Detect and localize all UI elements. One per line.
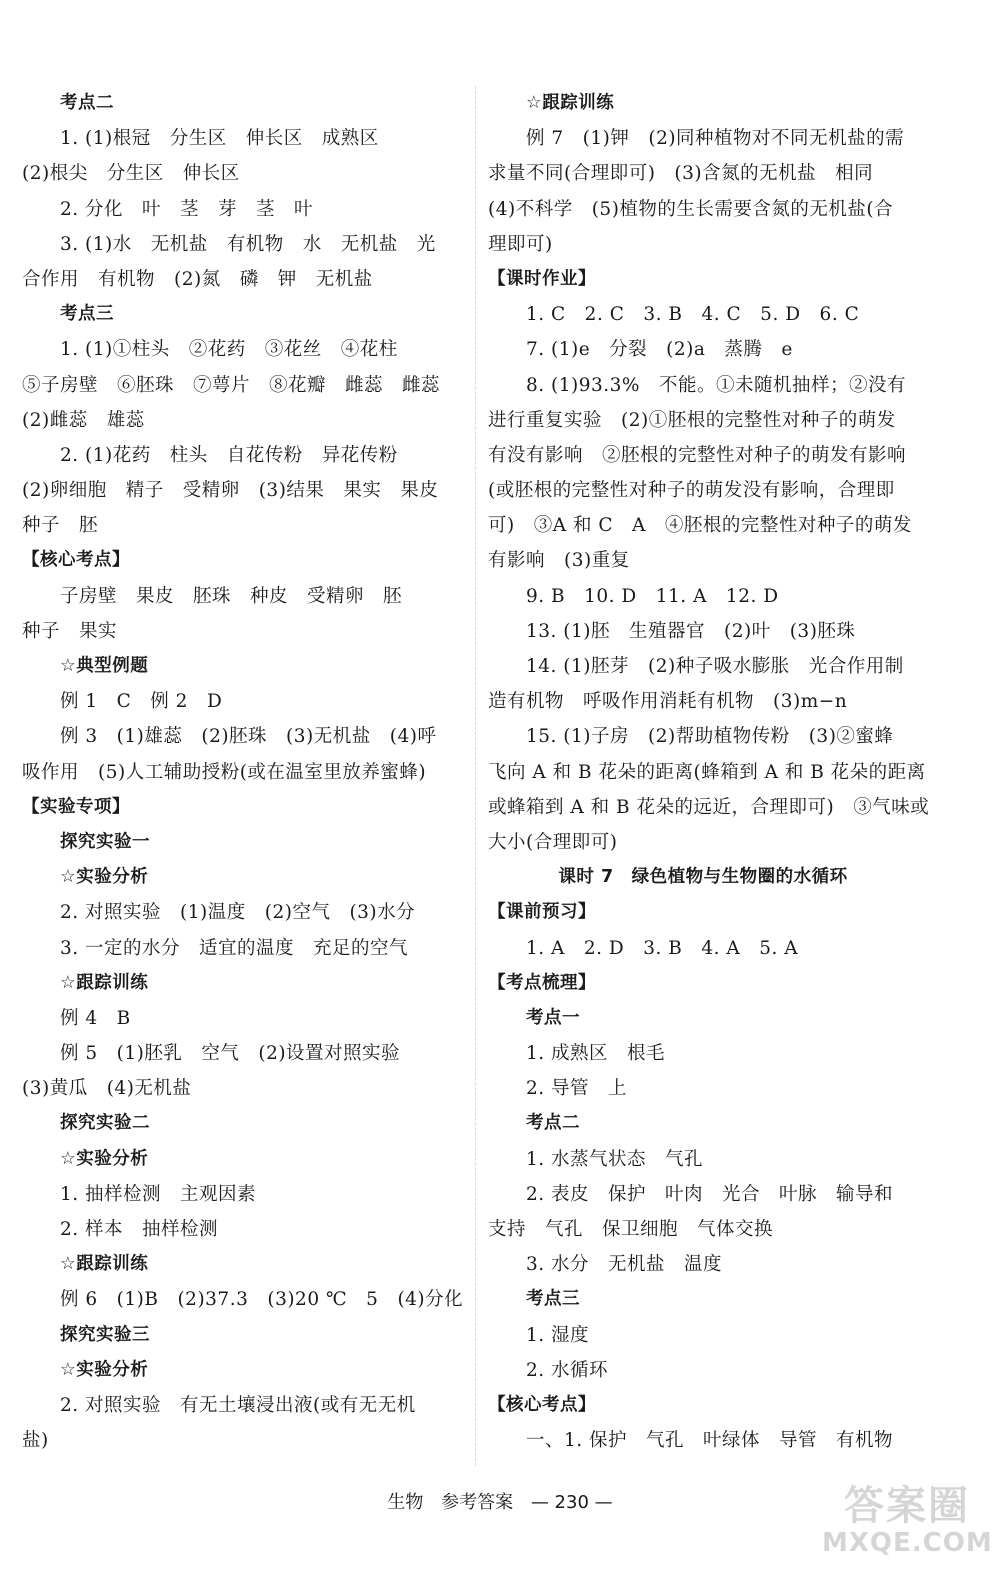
answer-line: 例 1 C 例 2 D <box>60 691 223 713</box>
left-column <box>22 86 462 1458</box>
answer-line: 13. (1)胚 生殖器官 (2)叶 (3)胚珠 <box>526 620 856 642</box>
answer-line: 2. (1)花药 柱头 自花传粉 异花传粉 <box>60 444 398 466</box>
answer-line: ☆典型例题 <box>60 656 149 676</box>
answer-line: 探究实验二 <box>60 1113 150 1134</box>
answer-line: 课时 7 绿色植物与生物圈的水循环 <box>558 867 848 888</box>
answer-line: 1. A 2. D 3. B 4. A 5. A <box>526 937 799 959</box>
answer-line: 【考点梳理】 <box>488 972 596 993</box>
answer-line: 7. (1)e 分裂 (2)a 蒸腾 e <box>526 339 793 361</box>
column-divider <box>475 86 476 1466</box>
watermark-glyph: 答案圈 <box>844 1483 970 1529</box>
answer-line: 15. (1)子房 (2)帮助植物传粉 (3)②蜜蜂 <box>526 726 894 748</box>
answer-line: 吸作用 (5)人工辅助授粉(或在温室里放养蜜蜂) <box>22 761 427 783</box>
answer-line: 2. 样本 抽样检测 <box>60 1219 219 1240</box>
answer-line: 例 7 (1)钾 (2)同种植物对不同无机盐的需 <box>526 128 905 150</box>
answer-line: 考点二 <box>60 93 114 113</box>
answer-line: 1. 成熟区 根毛 <box>526 1043 666 1065</box>
answer-line: ☆实验分析 <box>60 1359 149 1380</box>
answer-line: 1. C 2. C 3. B 4. C 5. D 6. C <box>526 304 860 326</box>
answer-line: 1. (1)①柱头 ②花药 ③花丝 ④花柱 <box>60 339 398 361</box>
answer-line: (2)雌蕊 雄蕊 <box>22 409 145 431</box>
answer-line: 一、1. 保护 气孔 叶绿体 导管 有机物 <box>526 1430 894 1452</box>
answer-line: 2. 表皮 保护 叶肉 光合 叶脉 输导和 <box>526 1183 894 1205</box>
answer-line: 1. 抽样检测 主观因素 <box>60 1183 257 1205</box>
answer-line: 例 5 (1)胚乳 空气 (2)设置对照实验 <box>60 1043 401 1065</box>
answer-line: 【实验专项】 <box>22 796 130 817</box>
answer-line: 【课时作业】 <box>488 268 596 289</box>
answer-line: 【核心考点】 <box>22 550 130 571</box>
answer-line: 有影响 (3)重复 <box>488 550 630 572</box>
answer-line: 3. 水分 无机盐 温度 <box>526 1254 723 1276</box>
answer-line: 考点三 <box>526 1289 580 1310</box>
watermark-logo <box>822 1484 992 1564</box>
answer-line: 有没有影响 ②胚根的完整性对种子的萌发有影响 <box>488 444 907 466</box>
answer-line: 造有机物 呼吸作用消耗有机物 (3)m−n <box>488 691 848 713</box>
answer-line: 合作用 有机物 (2)氮 磷 钾 无机盐 <box>22 268 373 290</box>
answer-line: (2)卵细胞 精子 受精卵 (3)结果 果实 果皮 <box>22 480 439 502</box>
answer-line: 14. (1)胚芽 (2)种子吸水膨胀 光合作用制 <box>526 656 904 677</box>
answer-line: 理即可) <box>488 233 553 255</box>
answer-line: 支持 气孔 保卫细胞 气体交换 <box>488 1219 774 1240</box>
answer-line: 飞向 A 和 B 花朵的距离(蜂箱到 A 和 B 花朵的距离 <box>488 761 926 783</box>
answer-line: 或蜂箱到 A 和 B 花朵的远近，合理即可) ③气味或 <box>488 796 930 818</box>
answer-line: 2. 水循环 <box>526 1359 609 1381</box>
answer-line: 探究实验一 <box>60 831 150 852</box>
answer-line: 1. (1)根冠 分生区 伸长区 成熟区 <box>60 128 379 150</box>
answer-line: 考点一 <box>526 1007 580 1028</box>
answer-line: 盐) <box>22 1430 49 1452</box>
answer-line: (或胚根的完整性对种子的萌发没有影响，合理即 <box>488 480 895 502</box>
answer-line: 【课前预习】 <box>488 902 596 923</box>
answer-line: 2. 对照实验 (1)温度 (2)空气 (3)水分 <box>60 902 416 924</box>
answer-line: 大小(合理即可) <box>488 831 618 853</box>
answer-line: 例 6 (1)B (2)37.3 (3)20 ℃ 5 (4)分化 <box>60 1289 464 1311</box>
answer-line: 求量不同(合理即可) (3)含氮的无机盐 相同 <box>488 163 874 185</box>
answer-line: 【核心考点】 <box>488 1394 596 1415</box>
answer-line: (3)黄瓜 (4)无机盐 <box>22 1078 192 1100</box>
answer-line: 进行重复实验 (2)①胚根的完整性对种子的萌发 <box>488 409 896 431</box>
answer-line: 种子 胚 <box>22 515 99 537</box>
answer-line: 3. (1)水 无机盐 有机物 水 无机盐 光 <box>60 233 436 255</box>
answer-line: 2. 导管 上 <box>526 1078 628 1100</box>
answer-line: 探究实验三 <box>60 1324 150 1345</box>
answer-line: (2)根尖 分生区 伸长区 <box>22 163 240 185</box>
answer-line: 1. 湿度 <box>526 1324 590 1346</box>
answer-line: ☆实验分析 <box>60 1148 149 1169</box>
right-column <box>488 86 930 1458</box>
answer-line: 9. B 10. D 11. A 12. D <box>526 585 779 607</box>
answer-line: ☆实验分析 <box>60 867 149 888</box>
watermark-url: MXQE.COM <box>822 1528 993 1558</box>
page-number: — 230 — <box>530 1492 613 1513</box>
answer-line: 3. 一定的水分 适宜的温度 充足的空气 <box>60 937 409 959</box>
answer-line: 考点二 <box>526 1113 580 1134</box>
answer-line: 2. 对照实验 有无土壤浸出液(或有无无机 <box>60 1394 416 1416</box>
answer-line: 2. 分化 叶 茎 芽 茎 叶 <box>60 198 314 220</box>
footer-label: 参考答案 <box>441 1492 514 1513</box>
answer-line: ☆跟踪训练 <box>60 1254 149 1275</box>
answer-line: (4)不科学 (5)植物的生长需要含氮的无机盐(合 <box>488 198 894 220</box>
answer-line: ☆跟踪训练 <box>526 93 615 113</box>
answer-line: 1. 水蒸气状态 气孔 <box>526 1148 704 1170</box>
answer-line: 子房壁 果皮 胚珠 种皮 受精卵 胚 <box>60 585 403 607</box>
footer-subject: 生物 <box>387 1492 424 1513</box>
answer-line: ⑤子房壁 ⑥胚珠 ⑦萼片 ⑧花瓣 雌蕊 雌蕊 <box>22 374 441 396</box>
answer-line: 种子 果实 <box>22 620 118 642</box>
answer-line: 考点三 <box>60 304 114 325</box>
answer-line: 8. (1)93.3% 不能。①未随机抽样；②没有 <box>526 374 907 396</box>
answer-line: ☆跟踪训练 <box>60 972 149 993</box>
answer-line: 可) ③A 和 C A ④胚根的完整性对种子的萌发 <box>488 515 912 537</box>
answer-line: 例 4 B <box>60 1007 131 1029</box>
answer-line: 例 3 (1)雄蕊 (2)胚珠 (3)无机盐 (4)呼 <box>60 726 437 748</box>
